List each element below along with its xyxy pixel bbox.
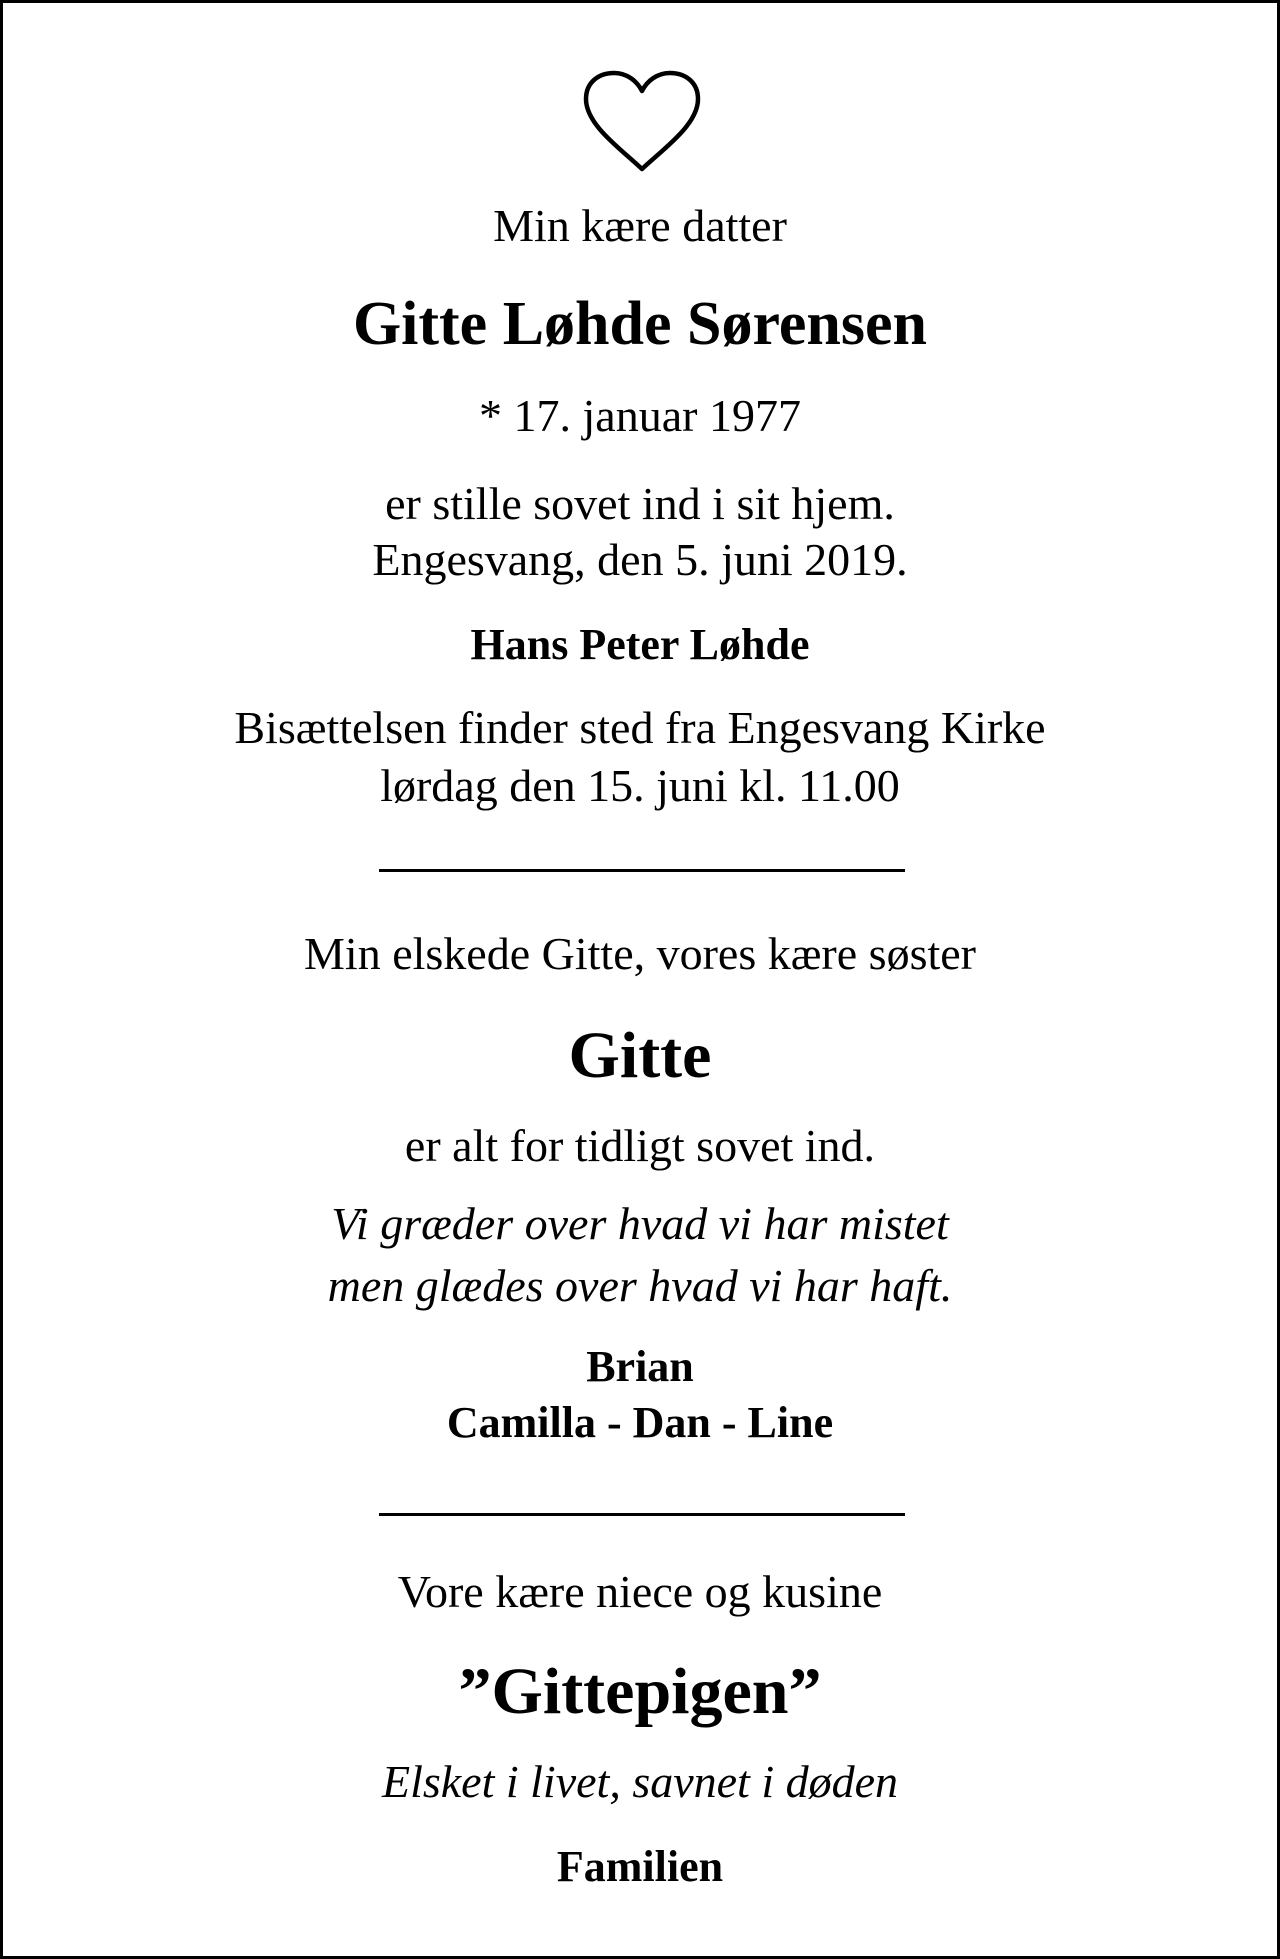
birth-date: * 17. januar 1977	[479, 390, 801, 441]
verse-family: Elsket i livet, savnet i døden	[381, 1756, 899, 1807]
intro-niece: Vore kære niece og kusine	[397, 1566, 883, 1617]
signature-siblings: Camilla - Dan - Line	[446, 1398, 834, 1447]
passing-text: er stille sovet ind i sit hjem.	[385, 478, 895, 529]
intro-daughter: Min kære datter	[493, 200, 787, 251]
signature-partner: Brian	[586, 1342, 694, 1391]
funeral-place: Bisættelsen finder sted fra Engesvang Kirke	[234, 702, 1046, 753]
section-divider	[379, 869, 905, 872]
deceased-full-name: Gitte Løhde Sørensen	[352, 290, 928, 358]
passing-text-siblings: er alt for tidligt sovet ind.	[404, 1120, 876, 1171]
signature-father: Hans Peter Løhde	[470, 620, 810, 669]
intro-sister: Min elskede Gitte, vores kære søster	[304, 928, 976, 979]
deceased-nickname: ”Gittepigen”	[458, 1655, 822, 1728]
signature-family: Familien	[556, 1842, 724, 1891]
verse-line-2: men glædes over hvad vi har haft.	[327, 1260, 953, 1311]
heart-icon	[581, 69, 703, 175]
deceased-first-name: Gitte	[568, 1019, 712, 1092]
section-divider	[379, 1513, 905, 1516]
funeral-time: lørdag den 15. juni kl. 11.00	[380, 760, 900, 811]
verse-line-1: Vi græder over hvad vi har mistet	[331, 1198, 949, 1249]
place-date: Engesvang, den 5. juni 2019.	[372, 534, 908, 585]
